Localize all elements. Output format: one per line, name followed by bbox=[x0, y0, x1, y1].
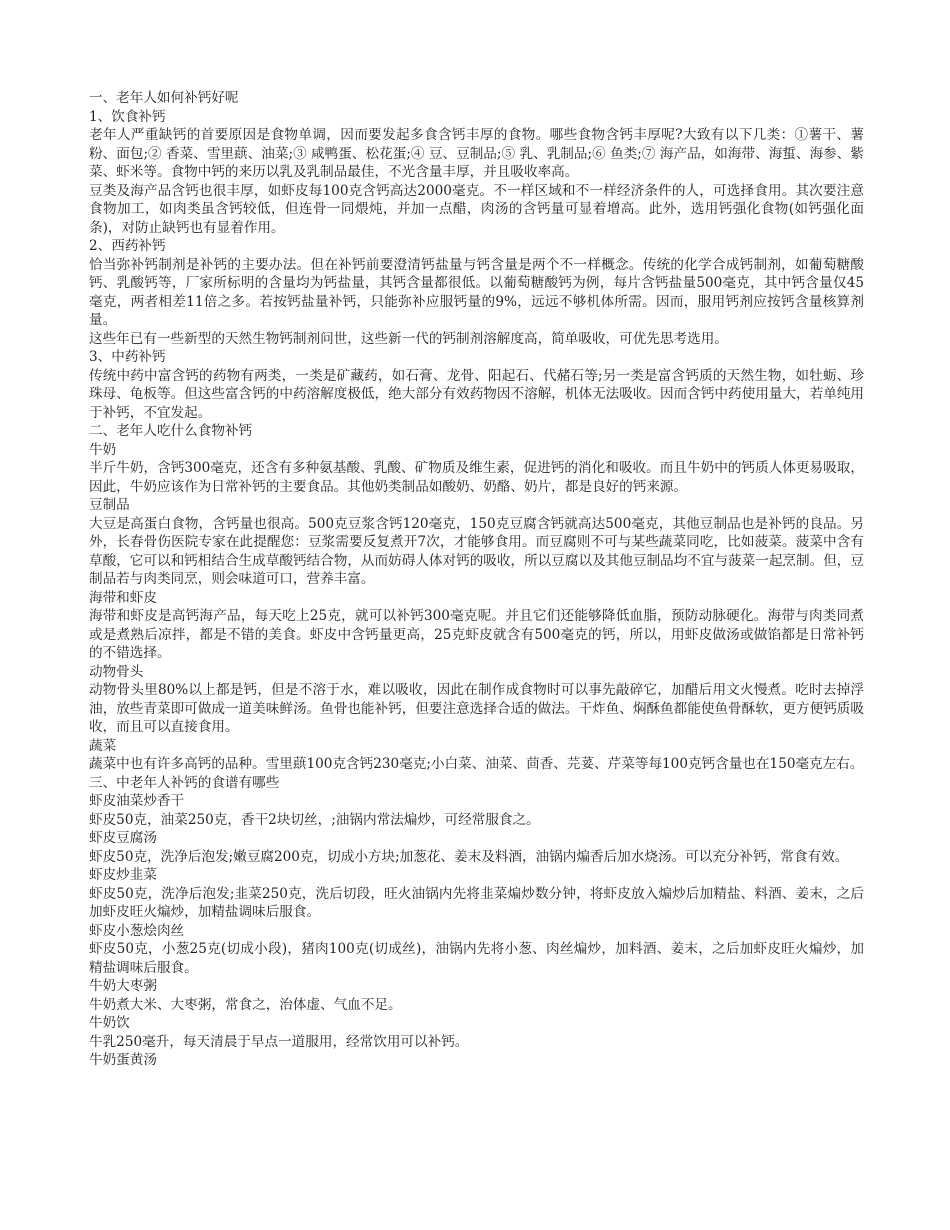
paragraph-soy-products: 大豆是高蛋白食物，含钙量也很高。500克豆浆含钙120毫克，150克豆腐含钙就高达500毫克，其他豆制品也是补钙的良品。另外，长春骨伤医院专家在此提醒您：豆浆需要反复煮开7次，才能够食用。而豆腐则不可与某些蔬菜同吃，比如菠菜。菠菜中含有草酸，它可以和钙相结合生成草酸钙结合物，从而妨碍人体对钙的吸收，所以豆腐以及其他豆制品均不宜与菠菜一起烹制。但，豆制品若与肉类同烹，则会味道可口，营养丰富。 bbox=[89, 515, 864, 587]
recipe-text-1: 虾皮50克，油菜250克，香干2块切丝，;油锅内常法煸炒，可经常服食之。 bbox=[89, 811, 540, 828]
paragraph-western-medicine-2: 这些年已有一些新型的天然生物钙制剂问世，这些新一代的钙制剂溶解度高，简单吸收，可优先思考选用。 bbox=[89, 330, 728, 347]
subheading-soy-products: 豆制品 bbox=[89, 497, 130, 513]
paragraph-chinese-medicine: 传统中药中富含钙的药物有两类，一类是矿藏药，如石膏、龙骨、阳起石、代赭石等;另一类是富含钙质的天然生物，如牡蛎、珍珠母、龟板等。但这些富含钙的中药溶解度极低，绝大部分有效药物因不溶解，机体无法吸收。因而含钙中药使用量大，若单纯用于补钙，不宜发起。 bbox=[89, 367, 864, 421]
subheading-western-medicine: 2、西药补钙 bbox=[89, 238, 166, 254]
subheading-vegetables: 蔬菜 bbox=[89, 737, 117, 754]
subheading-kelp-shrimp: 海带和虾皮 bbox=[89, 589, 157, 606]
paragraph-milk: 半斤牛奶，含钙300毫克，还含有多种氨基酸、乳酸、矿物质及维生素，促进钙的消化和吸收。而且牛奶中的钙质人体更易吸取，因此，牛奶应该作为日常补钙的主要食品。其他奶类制品如酸奶、奶酪、奶片，都是良好的钙来源。 bbox=[89, 460, 864, 495]
section-heading-3: 三、中老年人补钙的食谱有哪些 bbox=[89, 774, 280, 791]
recipe-text-2: 虾皮50克，洗净后泡发;嫩豆腐200克，切成小方块;加葱花、姜末及料酒，油锅内煸香后加水烧汤。可以充分补钙，常食有效。 bbox=[89, 848, 849, 865]
paragraph-kelp-shrimp: 海带和虾皮是高钙海产品，每天吃上25克，就可以补钙300毫克呢。并且它们还能够降低血脂，预防动脉硬化。海带与肉类同煮或是煮熟后凉拌，都是不错的美食。虾皮中含钙量更高，25克虾皮就含有500毫克的钙，所以，用虾皮做汤或做馅都是日常补钙的不错选择。 bbox=[89, 608, 864, 661]
subheading-milk: 牛奶 bbox=[89, 441, 117, 458]
section-heading-2: 二、老年人吃什么食物补钙 bbox=[89, 423, 253, 439]
subheading-animal-bones: 动物骨头 bbox=[89, 663, 144, 680]
recipe-text-5: 牛奶煮大米、大枣粥，常食之，治体虚、气血不足。 bbox=[89, 996, 402, 1013]
paragraph-vegetables: 蔬菜中也有许多高钙的品种。雪里蕻100克含钙230毫克;小白菜、油菜、茴香、芫荽、芹菜等每100克钙含量也在150毫克左右。 bbox=[89, 756, 864, 772]
recipe-title-1: 虾皮油菜炒香干 bbox=[89, 793, 185, 809]
recipe-text-3: 虾皮50克，洗净后泡发;韭菜250克，洗后切段，旺火油锅内先将韭菜煸炒数分钟，将虾皮放入煸炒后加精盐、料酒、姜末，之后加虾皮旺火煸炒，加精盐调味后服食。 bbox=[89, 885, 864, 920]
subheading-diet-calcium: 1、饮食补钙 bbox=[89, 108, 166, 125]
subheading-chinese-medicine: 3、中药补钙 bbox=[89, 349, 166, 365]
section-heading-1: 一、老年人如何补钙好呢 bbox=[89, 90, 239, 106]
paragraph-western-medicine-1: 恰当弥补钙制剂是补钙的主要办法。但在补钙前要澄清钙盐量与钙含量是两个不一样概念。传统的化学合成钙制剂，如葡萄糖酸钙、乳酸钙等，厂家所标明的含量均为钙盐量，其钙含量都很低。以葡萄糖酸钙为例，每片含钙盐量500毫克，其中钙含量仅45毫克，两者相差11倍之多。若按钙盐量补钙，只能弥补应服钙量的9%，远远不够机体所需。因而，服用钙剂应按钙含量核算剂量。 bbox=[89, 256, 864, 328]
recipe-title-3: 虾皮炒韭菜 bbox=[89, 867, 157, 883]
paragraph-diet-calcium-2: 豆类及海产品含钙也很丰厚，如虾皮每100克含钙高达2000毫克。不一样区域和不一样经济条件的人，可选择食用。其次要注意食物加工，如肉类虽含钙较低，但连骨一同煨炖，并加一点醋，肉汤的含钙量可显着增高。此外，选用钙强化食物(如钙强化面条)，对防止缺钙也有显着作用。 bbox=[89, 182, 864, 236]
recipe-title-5: 牛奶大枣粥 bbox=[89, 978, 157, 994]
recipe-text-6: 牛乳250毫升，每天清晨于早点一道服用，经常饮用可以补钙。 bbox=[89, 1033, 469, 1050]
recipe-title-4: 虾皮小葱烩肉丝 bbox=[89, 922, 185, 939]
recipe-title-6: 牛奶饮 bbox=[89, 1015, 130, 1031]
recipe-title-7: 牛奶蛋黄汤 bbox=[89, 1052, 157, 1068]
paragraph-diet-calcium-1: 老年人严重缺钙的首要原因是食物单调，因而要发起多食含钙丰厚的食物。哪些食物含钙丰厚呢?大致有以下几类：①薯干、薯粉、面包;② 香菜、雪里蕻、油菜;③ 咸鸭蛋、松花蛋;④ 豆、豆制品;⑤ 乳、乳制品;⑥ 鱼类;⑦ 海产品，如海带、海蜇、海参、紫菜、虾米等。食物中钙的来历以乳及乳制品最佳，不光含量丰厚，并且吸收率高。 bbox=[89, 127, 864, 180]
paragraph-animal-bones: 动物骨头里80%以上都是钙，但是不溶于水，难以吸收，因此在制作成食物时可以事先敲碎它，加醋后用文火慢煮。吃时去掉浮油，放些青菜即可做成一道美味鲜汤。鱼骨也能补钙，但要注意选择合适的做法。干炸鱼、焖酥鱼都能使鱼骨酥软，更方便钙质吸收，而且可以直接食用。 bbox=[89, 682, 864, 735]
recipe-text-4: 虾皮50克，小葱25克(切成小段)，猪肉100克(切成丝)，油锅内先将小葱、肉丝煸炒，加料酒、姜末，之后加虾皮旺火煸炒，加精盐调味后服食。 bbox=[89, 941, 864, 976]
recipe-title-2: 虾皮豆腐汤 bbox=[89, 830, 157, 846]
document-body bbox=[89, 89, 864, 1070]
